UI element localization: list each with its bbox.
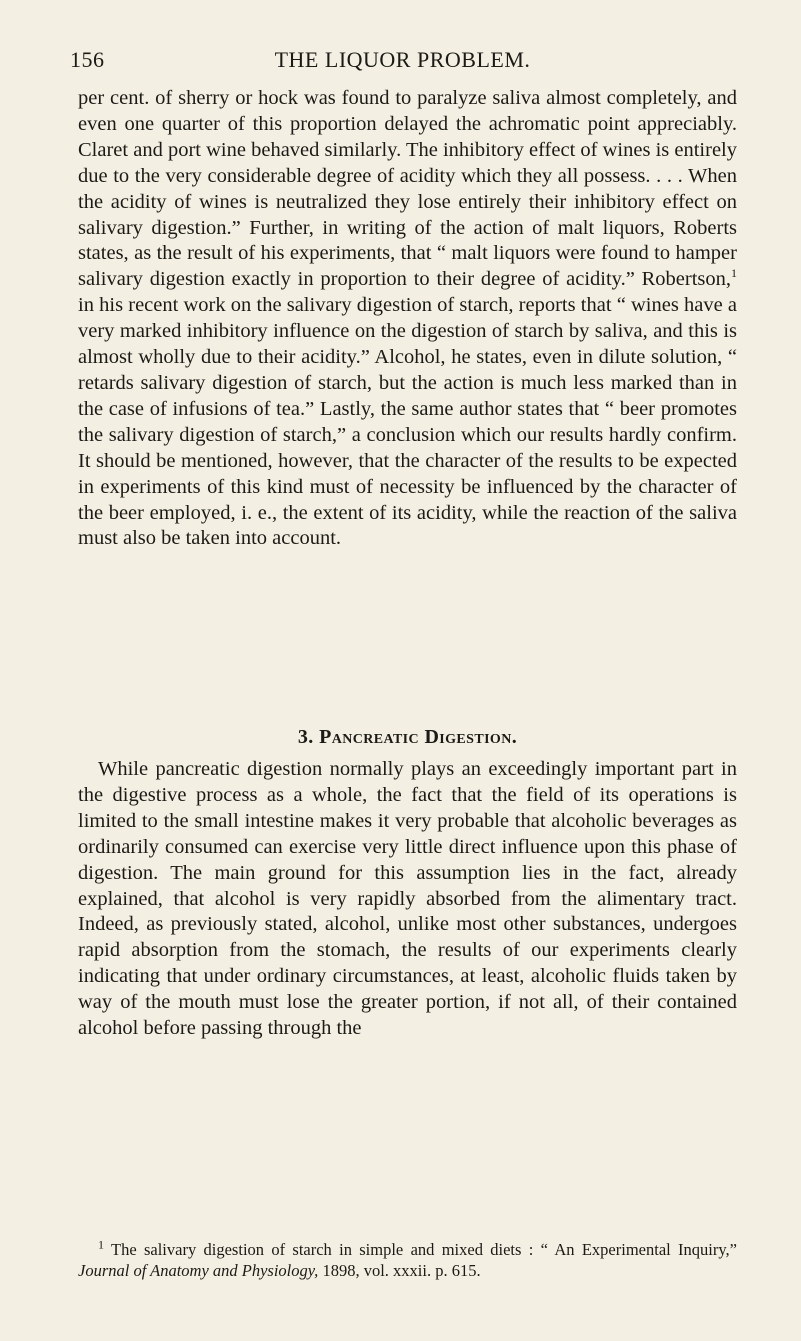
footnote-journal-title: Journal of Anatomy and Physiology,	[78, 1261, 319, 1280]
running-title: THE LIQUOR PROBLEM.	[274, 47, 531, 72]
page-number: 156	[70, 47, 105, 72]
footnote-mark: 1	[98, 1237, 104, 1252]
paragraph-pancreatic-digestion: While pancreatic digestion normally plays an exceedingly important part in the digestive process as a whole, the fact that the field of its operations is limited to the small intestine makes it very probable that alcoholic beverages as ordinarily consumed can exercise very little direct influence upon this phase of digestion. The main ground for this assumption lies in the fact, already explained, that alcohol is very rapidly absorbed from the alimentary tract. Indeed, as previously stated, alcohol, unlike most other substances, undergoes rapid absorption from the stomach, the results of our experiments clearly indicating that under ordinary circumstances, at least, alcoholic fluids taken by way of the mouth must lose the greater portion, if not all, of their contained alcohol before passing through the	[78, 758, 737, 1040]
footnote-reference-mark: 1	[731, 266, 737, 281]
paragraph-text-part-1: per cent. of sherry or hock was found to paralyze saliva almost completely, and even one quarter of this proportion delayed the achromatic point appreciably. Claret and port wine behaved similarly. The inhibitory effect of wines is entirely due to the very considerable degree of acidity which they all possess. . . . When the acidity of wines is neutralized they lose entirely their inhibitory effect on salivary digestion.” Further, in writing of the action of malt liquors, Roberts states, as the result of his experiments, that “ malt liquors were found to hamper salivary digestion exactly in proportion to their degree of acidity.” Robertson,	[78, 87, 737, 291]
section-number: 3.	[297, 726, 314, 748]
footnote	[78, 1239, 737, 1281]
section-title: Pancreatic Digestion.	[319, 726, 518, 748]
footnote-text-part-2: 1898, vol. xxxii. p. 615.	[318, 1261, 481, 1280]
footnote-text-part-1: The salivary digestion of starch in simple and mixed diets : “ An Experimental Inquiry,”	[104, 1240, 737, 1259]
running-head	[70, 47, 735, 77]
paragraph-roberts-robertson	[78, 86, 737, 552]
section-heading	[78, 726, 737, 749]
paragraph-text-part-2: in his recent work on the salivary digestion of starch, reports that “ wines have a very marked inhibitory influence on the digestion of starch by saliva, and this is almost wholly due to their acidity.” Alcohol, he states, even in dilute solution, “ retards salivary digestion of starch, but the action is much less marked than in the case of infusions of tea.” Lastly, the same author states that “ beer promotes the salivary digestion of starch,” a conclusion which our results hardly confirm. It should be mentioned, however, that the character of the results to be expected in experiments of this kind must of necessity be influenced by the character of the beer employed, i. e., the extent of its acidity, while the reaction of the saliva must also be taken into account.	[78, 294, 737, 550]
